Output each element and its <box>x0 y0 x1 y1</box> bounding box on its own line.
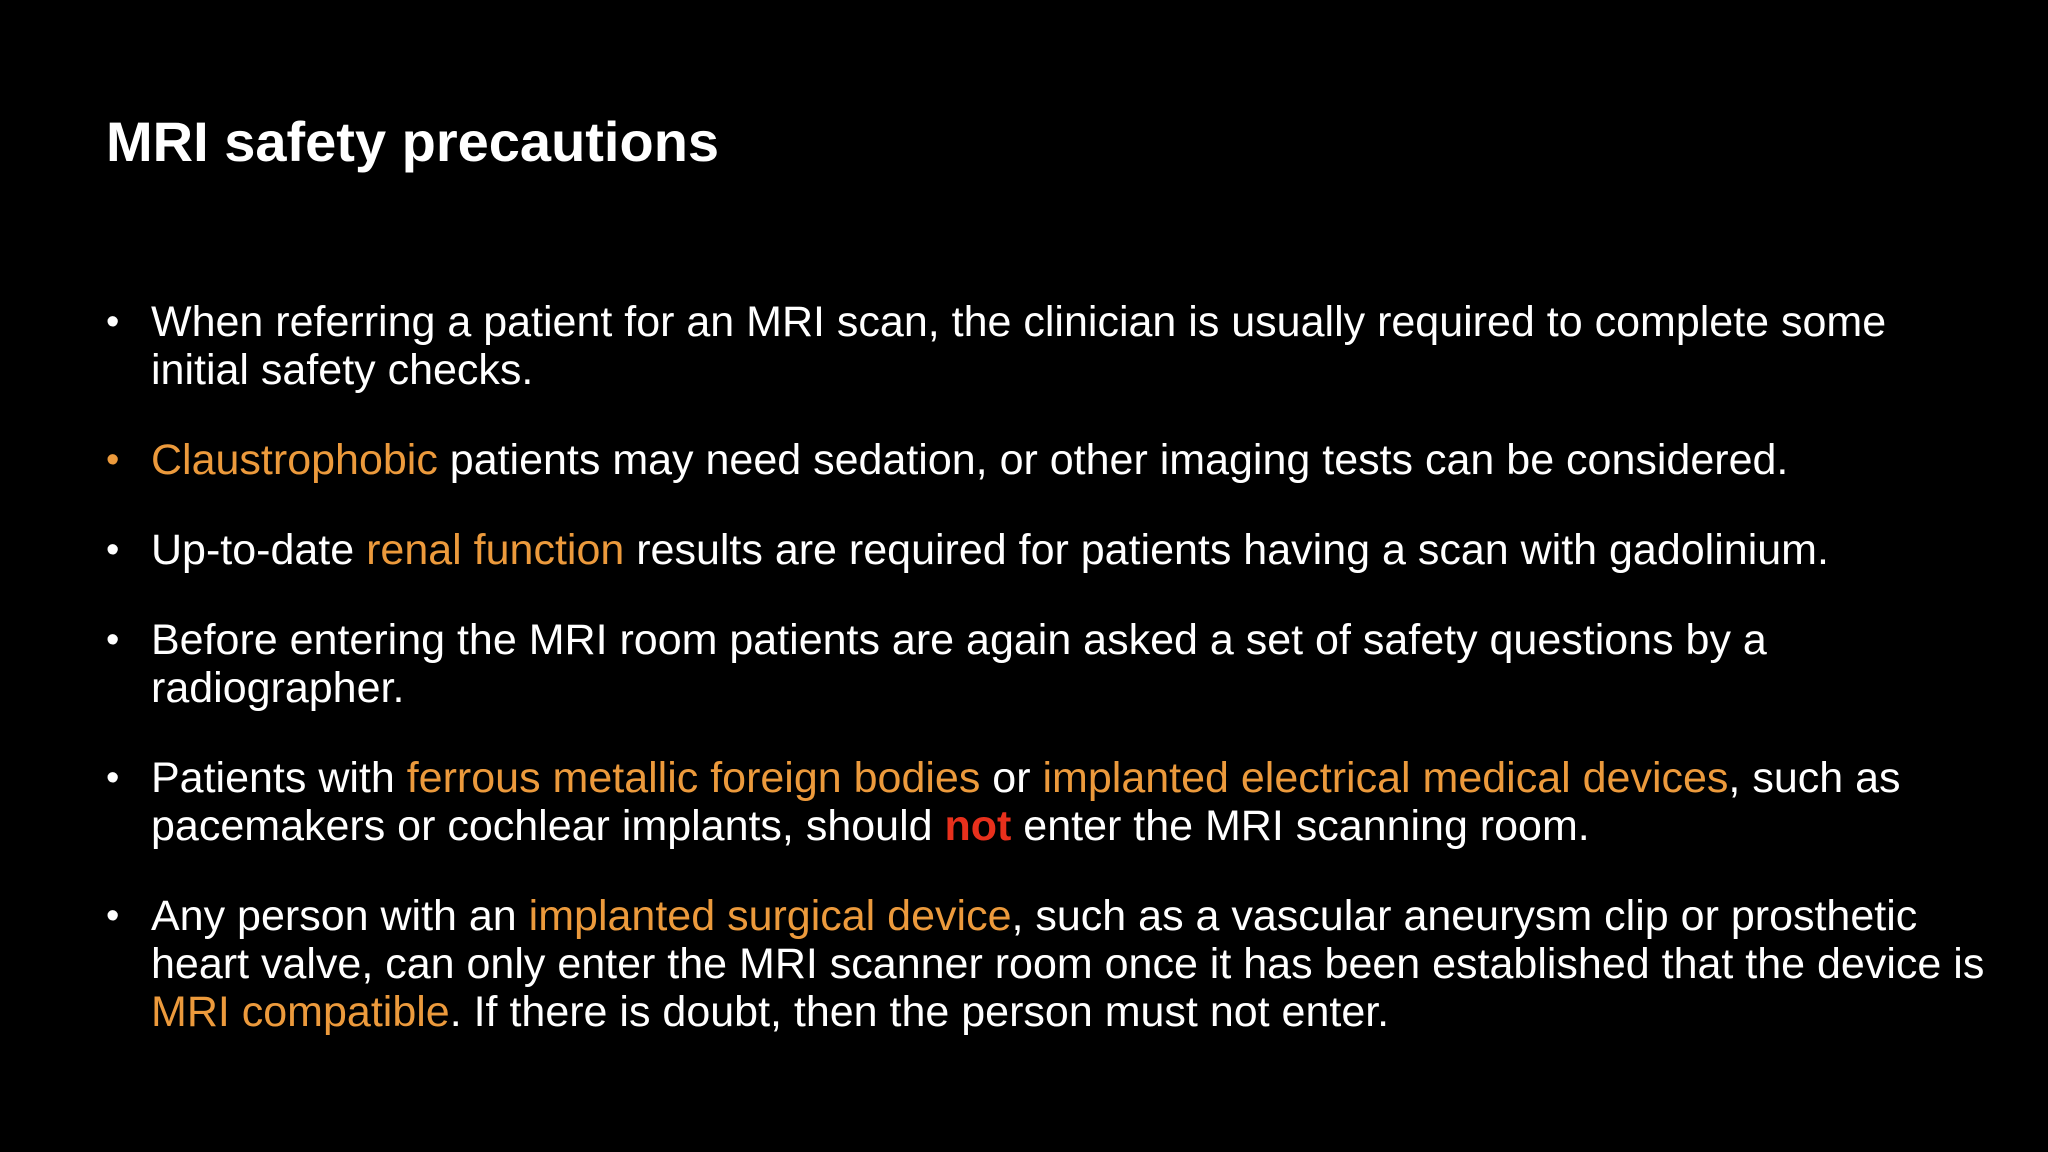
warning-term: not <box>944 802 1012 850</box>
text-segment: Up-to-date <box>151 526 367 574</box>
text-segment: , such as a vascular aneurysm clip or prosthetic heart valve, can only enter the MRI scanner room once it has been established that the device is <box>151 892 1985 988</box>
text-segment: Patients with <box>151 754 407 802</box>
bullet-item <box>106 436 1986 484</box>
text-segment: . If there is doubt, then the person must not enter. <box>449 988 1390 1036</box>
highlight-term: renal function <box>366 526 625 574</box>
text-segment: results are required for patients having a scan with gadolinium. <box>624 526 1829 574</box>
bullet-item <box>106 616 1986 712</box>
bullet-text <box>151 526 1986 574</box>
highlight-term: MRI compatible <box>151 988 450 1036</box>
highlight-term: ferrous metallic foreign bodies <box>406 754 981 802</box>
bullet-item <box>106 892 1986 1036</box>
bullet-dot-icon: • <box>106 529 120 571</box>
bullet-dot-icon: • <box>106 301 120 343</box>
highlight-term: implanted electrical medical devices <box>1042 754 1729 802</box>
text-segment: enter the MRI scanning room. <box>1011 802 1590 850</box>
text-segment: When referring a patient for an MRI scan, the clinician is usually required to complete some initial safety checks. <box>151 298 1887 394</box>
bullet-text <box>151 436 1986 484</box>
text-segment: Any person with an <box>151 892 529 940</box>
bullet-item <box>106 754 1986 850</box>
slide-title: MRI safety precautions <box>106 110 720 173</box>
text-segment: Before entering the MRI room patients are again asked a set of safety questions by a radiographer. <box>151 616 1767 712</box>
highlight-term: Claustrophobic <box>151 436 438 484</box>
bullet-item <box>106 526 1986 574</box>
bullet-text <box>151 754 1986 850</box>
bullet-list <box>106 298 1986 1078</box>
bullet-dot-icon: • <box>106 895 120 937</box>
bullet-text <box>151 616 1986 712</box>
bullet-dot-icon: • <box>106 619 120 661</box>
text-segment: or <box>980 754 1043 802</box>
bullet-text <box>151 892 1986 1036</box>
bullet-dot-icon: • <box>106 439 120 481</box>
highlight-term: implanted surgical device <box>528 892 1012 940</box>
bullet-dot-icon: • <box>106 757 120 799</box>
text-segment: patients may need sedation, or other imaging tests can be considered. <box>437 436 1789 484</box>
bullet-text <box>151 298 1986 394</box>
bullet-item <box>106 298 1986 394</box>
text-segment: , such as pacemakers or cochlear implants, should <box>151 754 1901 850</box>
